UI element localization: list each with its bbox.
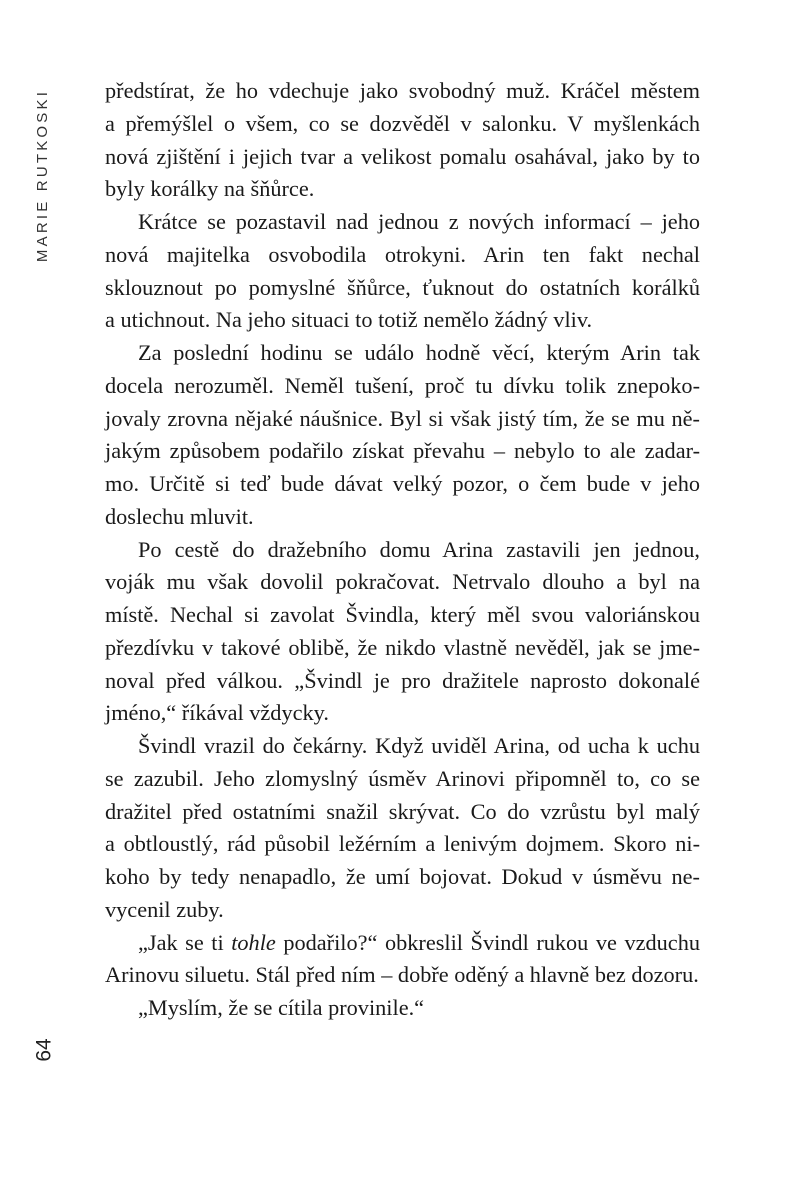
text-line: Po cestě do dražebního domu Arina zastavili jen jednou, <box>138 536 700 562</box>
running-head <box>30 80 56 270</box>
text-line: noval před válkou. „Švindl je pro dražitele naprosto dokonalé <box>105 667 700 693</box>
paragraph <box>105 534 700 731</box>
page-number <box>30 1030 60 1070</box>
text-line: se zazubil. Jeho zlomyslný úsměv Arinovi připomněl to, co se <box>105 765 700 791</box>
text-line: nová zjištění i jejich tvar a velikost pomalu osahával, jako by to <box>105 143 700 169</box>
text-run: podařilo?“ obkreslil Švindl rukou ve vzduchu <box>275 929 700 955</box>
text-line: dražitel před ostatními snažil skrývat. Co do vzrůstu byl malý <box>105 798 700 824</box>
body-text <box>105 75 700 1025</box>
text-line: přezdívku v takové oblibě, že nikdo vlastně nevěděl, jak se jme- <box>105 634 700 660</box>
text-line: jakým způsobem podařilo získat převahu – nebylo to ale zadar- <box>105 438 700 464</box>
paragraph <box>105 206 700 337</box>
text-line: „Myslím, že se cítila provinile.“ <box>138 995 425 1020</box>
paragraph <box>105 75 700 206</box>
page-number-text: 64 <box>32 1038 56 1062</box>
text-line: nová majitelka osvobodila otrokyni. Arin ten fakt nechal <box>105 241 700 267</box>
text-line: doslechu mluvit. <box>105 503 254 529</box>
paragraph <box>105 992 700 1025</box>
text-line: předstírat, že ho vdechuje jako svobodný muž. Kráčel městem <box>105 78 700 103</box>
running-head-author: MARIE RUTKOSKI <box>34 88 52 262</box>
text-line: Švindl vrazil do čekárny. Když uviděl Arina, od ucha k uchu <box>138 733 700 758</box>
text-line <box>105 927 700 960</box>
text-line: sklouznout po pomyslné šňůrce, ťuknout do ostatních korálků <box>105 274 700 300</box>
paragraph <box>105 927 700 993</box>
text-line: voják mu však dovolil pokračovat. Netrvalo dlouho a byl na <box>105 569 700 595</box>
text-line: jovaly zrovna nějaké náušnice. Byl si však jistý tím, že se mu ně- <box>105 405 700 431</box>
text-line: byly korálky na šňůrce. <box>105 176 315 202</box>
text-line: a přemýšlel o všem, co se dozvěděl v salonku. V myšlenkách <box>105 110 700 136</box>
text-line: a obtloustlý, rád působil ležérním a lenivým dojmem. Skoro ni- <box>105 831 700 857</box>
text-line: a utichnout. Na jeho situaci to totiž nemělo žádný vliv. <box>105 307 593 333</box>
italic-emphasis: tohle <box>231 929 276 955</box>
paragraph <box>105 337 700 534</box>
text-run: „Jak se ti <box>138 929 232 955</box>
text-line: vycenil zuby. <box>105 896 224 922</box>
text-line: Krátce se pozastavil nad jednou z nových informací – jeho <box>138 209 700 234</box>
text-line: jméno,“ říkával vždycky. <box>105 700 329 726</box>
text-line: docela nerozuměl. Neměl tušení, proč tu dívku tolik znepoko- <box>105 372 700 398</box>
text-line: mo. Určitě si teď bude dávat velký pozor, o čem bude v jeho <box>105 471 700 496</box>
text-line: místě. Nechal si zavolat Švindla, který měl svou valoriánskou <box>105 602 700 627</box>
paragraph <box>105 730 700 927</box>
text-line: koho by tedy nenapadlo, že umí bojovat. Dokud v úsměvu ne- <box>105 864 700 889</box>
text-line: Za poslední hodinu se událo hodně věcí, kterým Arin tak <box>138 340 700 365</box>
text-line: Arinovu siluetu. Stál před ním – dobře oděný a hlavně bez dozoru. <box>105 962 699 988</box>
